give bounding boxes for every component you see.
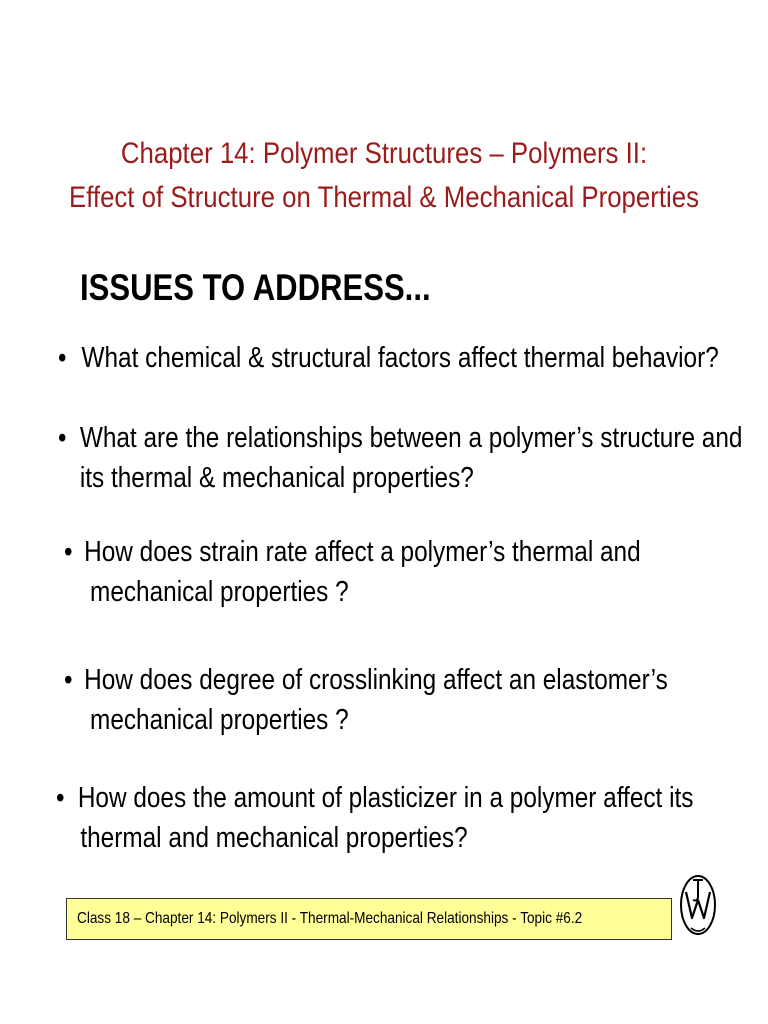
bullet-text-continued: its thermal & mechanical properties?	[79, 462, 474, 494]
slide-title-line-2: Effect of Structure on Thermal & Mechanical Properties	[68, 181, 700, 214]
bullet-text: What are the relationships between a polymer’s structure and	[79, 422, 743, 454]
footer-bar	[66, 898, 672, 940]
publisher-monogram-logo-icon	[678, 872, 718, 938]
bullet-text: How does strain rate affect a polymer’s thermal and	[84, 536, 641, 568]
bullet-text: How does degree of crosslinking affect an elastomer’s	[84, 664, 668, 696]
bullet-dot: •	[58, 342, 67, 374]
bullet-item-5	[56, 778, 693, 858]
bullet-item-1	[58, 338, 719, 378]
bullet-dot: •	[64, 536, 73, 568]
bullet-dot: •	[56, 782, 65, 814]
bullet-text-continued: thermal and mechanical properties?	[80, 822, 468, 854]
bullet-text-continued: mechanical properties ?	[90, 576, 349, 608]
issues-heading: ISSUES TO ADDRESS...	[80, 267, 431, 308]
slide-title	[54, 132, 714, 220]
bullet-text: What chemical & structural factors affect thermal behavior?	[81, 342, 719, 374]
bullet-item-2	[58, 418, 742, 498]
bullet-dot: •	[58, 422, 67, 454]
slide-title-line-1: Chapter 14: Polymer Structures – Polymers II:	[120, 137, 648, 170]
bullet-item-3	[64, 532, 641, 612]
bullet-text-continued: mechanical properties ?	[90, 704, 349, 736]
bullet-item-4	[64, 660, 668, 740]
footer-text: Class 18 – Chapter 14: Polymers II - Thermal-Mechanical Relationships - Topic #6.2	[77, 910, 583, 927]
bullet-dot: •	[64, 664, 73, 696]
bullet-text: How does the amount of plasticizer in a polymer affect its	[77, 782, 694, 814]
